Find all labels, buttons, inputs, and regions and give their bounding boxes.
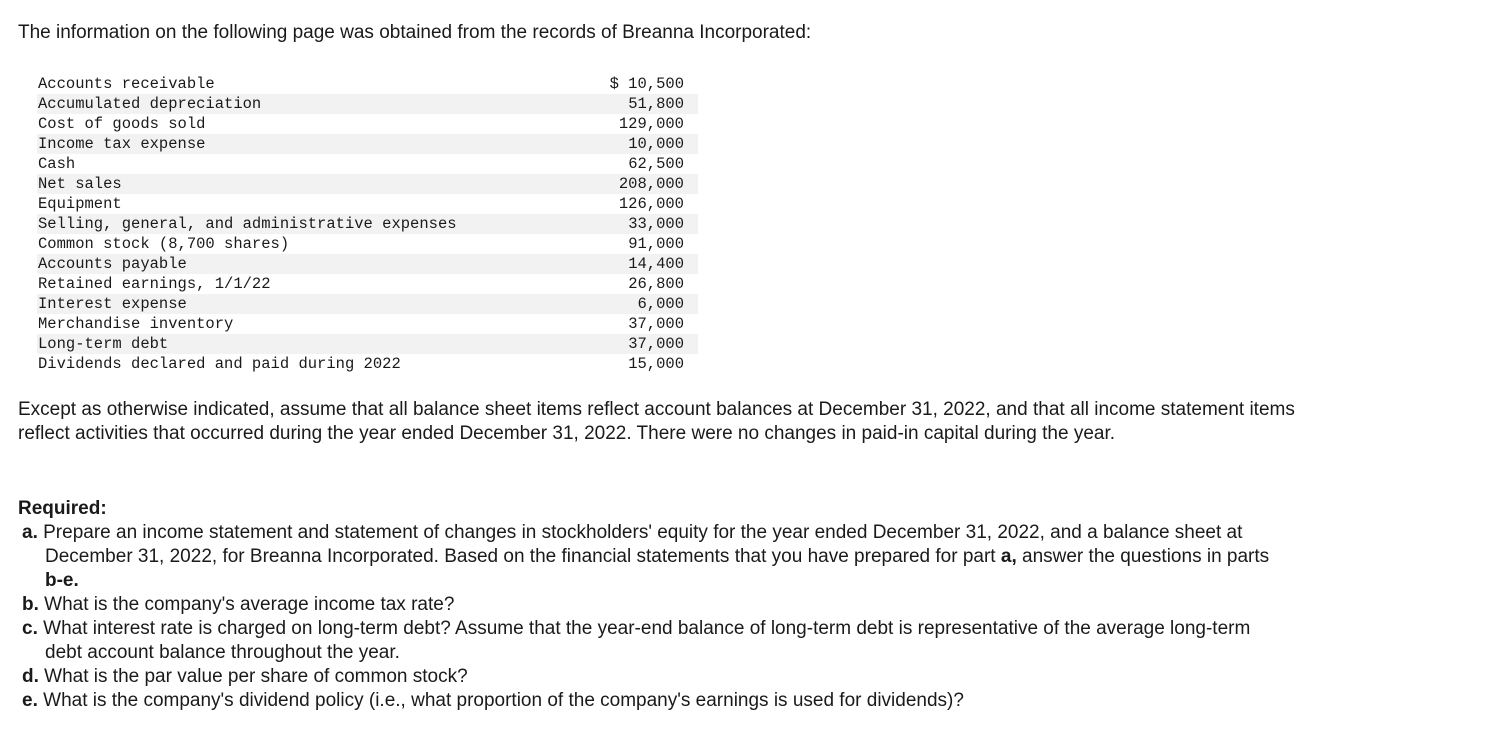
assumption-note: Except as otherwise indicated, assume that all balance sheet items reflect account balances at December 31, 2022, and that all income statement items reflect activities that occurred during the year ended December 31, 2022. There were no changes in paid-in capital during the year. (18, 399, 1295, 444)
question-text: answer the questions in parts (1016, 546, 1270, 567)
account-label: Long-term debt (37, 334, 598, 354)
table-row (37, 234, 698, 254)
table-row (37, 294, 698, 314)
question-d (22, 665, 1278, 689)
account-amount: 26,800 (628, 275, 684, 293)
account-label: Accounts receivable (38, 75, 215, 93)
question-b (22, 593, 1278, 617)
account-amount: 33,000 (598, 214, 698, 234)
account-amount: 10,000 (598, 134, 698, 154)
account-label: Accounts payable (37, 254, 598, 274)
account-label: Income tax expense (37, 134, 598, 154)
part-reference: a, (1000, 546, 1017, 567)
question-list (18, 521, 1278, 713)
account-label: Equipment (38, 195, 122, 213)
table-row (37, 114, 698, 134)
question-text: What interest rate is charged on long-term debt? Assume that the year-end balance of long-term debt is representative of the average long-term debt account balance throughout the year. (37, 618, 1251, 663)
account-label: Selling, general, and administrative expenses (37, 214, 598, 234)
part-reference: b-e. (45, 570, 79, 591)
account-label: Cash (38, 155, 76, 173)
table-row (37, 174, 698, 194)
question-letter: c. (22, 618, 38, 639)
account-amount: 129,000 (618, 115, 684, 133)
account-amount: 6,000 (598, 294, 698, 314)
question-text: What is the company's average income tax rate? (38, 594, 455, 615)
account-label: Net sales (37, 174, 598, 194)
account-amount: 91,000 (628, 235, 684, 253)
table-row (37, 214, 698, 234)
account-amount: 62,500 (628, 155, 684, 173)
account-amount: 51,800 (598, 94, 698, 114)
question-letter: d. (22, 666, 39, 687)
account-label: Common stock (8,700 shares) (38, 235, 290, 253)
table-row (37, 94, 698, 114)
required-heading: Required: (18, 498, 107, 519)
table-row (37, 74, 698, 94)
account-label: Dividends declared and paid during 2022 (38, 355, 401, 373)
table-row (37, 254, 698, 274)
account-amount: $ 10,500 (609, 75, 684, 93)
question-c (22, 617, 1278, 665)
table-row (37, 354, 698, 374)
account-label: Interest expense (37, 294, 598, 314)
question-letter: b. (22, 594, 39, 615)
question-text: What is the company's dividend policy (i.e., what proportion of the company's earnings is used for dividends)? (37, 690, 964, 711)
account-amount: 37,000 (628, 315, 684, 333)
question-letter: e. (22, 690, 38, 711)
table-row (37, 314, 698, 334)
account-amount: 15,000 (628, 355, 684, 373)
account-balances-table (37, 74, 698, 374)
account-amount: 14,400 (598, 254, 698, 274)
account-amount: 37,000 (598, 334, 698, 354)
intro-text: The information on the following page was obtained from the records of Breanna Incorporated: (18, 22, 812, 43)
question-text: Prepare an income statement and statement of changes in stockholders' equity for the year ended December 31, 2022, and a balance sheet at December 31, 2022, for Breanna Incorporated. Based on the financial statements that you have prepared for part (37, 522, 1243, 567)
question-e (22, 689, 1278, 713)
question-text: What is the par value per share of common stock? (38, 666, 468, 687)
question-a (22, 521, 1278, 593)
table-row (37, 194, 698, 214)
table-row (37, 134, 698, 154)
account-amount: 126,000 (618, 195, 684, 213)
required-section (18, 497, 1278, 713)
question-letter: a. (22, 522, 38, 543)
account-amount: 208,000 (598, 174, 698, 194)
table-row (37, 274, 698, 294)
table-row (37, 334, 698, 354)
account-label: Merchandise inventory (38, 315, 234, 333)
table-row (37, 154, 698, 174)
account-label: Retained earnings, 1/1/22 (38, 275, 271, 293)
account-label: Accumulated depreciation (37, 94, 598, 114)
account-label: Cost of goods sold (38, 115, 206, 133)
